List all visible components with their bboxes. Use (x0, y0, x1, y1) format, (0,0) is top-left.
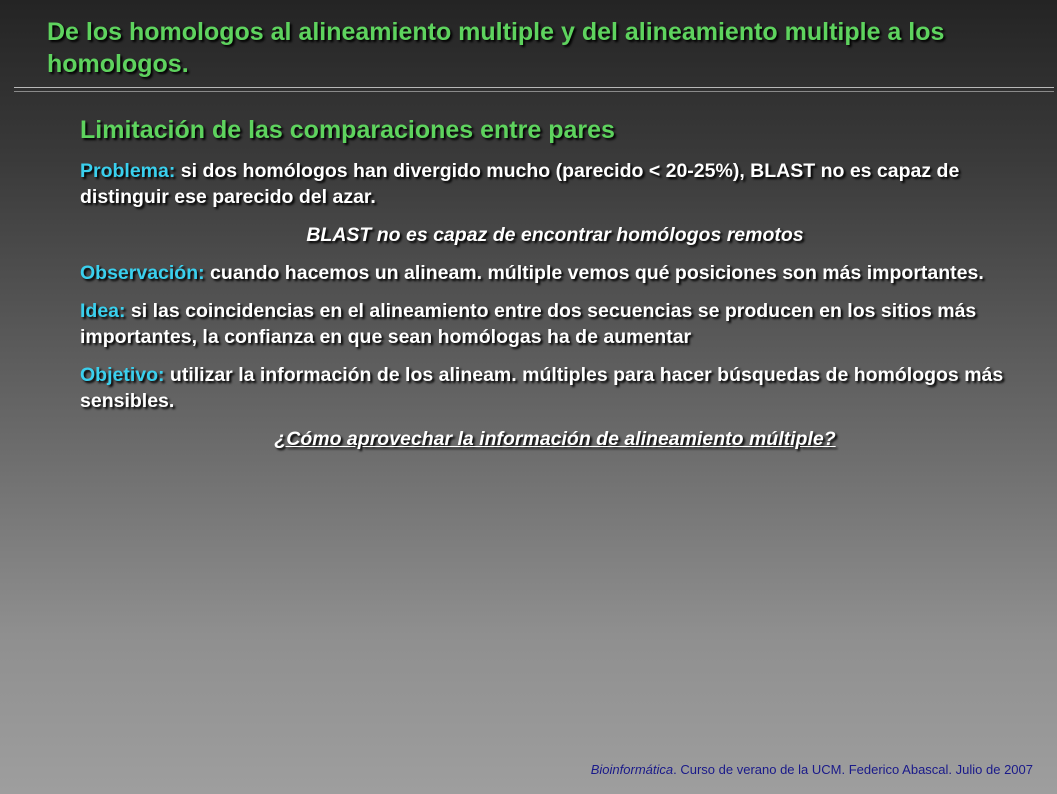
idea-text: si las coincidencias en el alineamiento entre dos secuencias se producen en los sitios más importantes, la confianza en que sean homólogas ha de aumentar (80, 300, 977, 348)
observation-paragraph (80, 260, 1030, 286)
slide-body (80, 114, 1030, 464)
objective-label: Objetivo: (80, 364, 165, 386)
objective-paragraph (80, 362, 1030, 414)
objective-text: utilizar la información de los alineam. múltiples para hacer búsquedas de homólogos más sensibles. (80, 364, 1004, 412)
section-heading: Limitación de las comparaciones entre pares (80, 116, 615, 144)
idea-paragraph (80, 298, 1030, 350)
footer-credits: . Curso de verano de la UCM. Federico Abascal. Julio de 2007 (673, 762, 1033, 777)
slide-title: De los homologos al alineamiento multiple y del alineamiento multiple a los homologos. (47, 18, 945, 78)
observation-text: cuando hacemos un alineam. múltiple vemos qué posiciones son más importantes. (204, 262, 984, 284)
blast-limitation-statement: BLAST no es capaz de encontrar homólogos remotos (306, 224, 804, 246)
problem-text: si dos homólogos han divergido mucho (parecido < 20-25%), BLAST no es capaz de distinguir ese parecido del azar. (80, 160, 960, 208)
footer-course-name: Bioinformática (590, 762, 674, 777)
title-divider (14, 87, 1054, 92)
problem-paragraph (80, 158, 1030, 210)
key-question: ¿Cómo aprovechar la información de alineamiento múltiple? (274, 428, 836, 450)
slide-footer (591, 762, 1033, 778)
idea-label: Idea: (80, 300, 126, 322)
problem-label: Problema: (80, 160, 176, 182)
observation-label: Observación: (80, 262, 205, 284)
